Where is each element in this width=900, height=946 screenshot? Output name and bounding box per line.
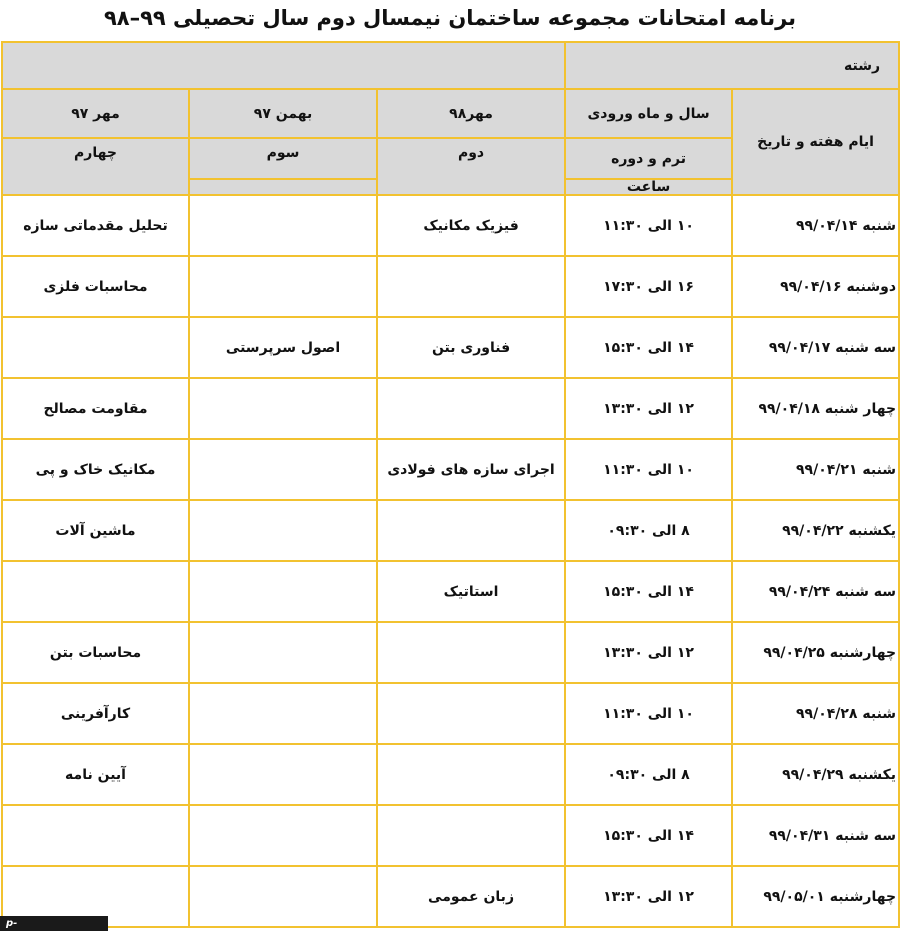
- course-cell: [189, 805, 377, 866]
- date-cell: دوشنبه ۹۹/۰۴/۱۶: [732, 256, 899, 317]
- time-cell: ۱۰ الی ۱۱:۳۰: [565, 439, 732, 500]
- course-cell: [2, 561, 189, 622]
- course-cell: آیین نامه: [2, 744, 189, 805]
- date-cell: شنبه ۹۹/۰۴/۱۴: [732, 195, 899, 256]
- time-cell: ۱۴ الی ۱۵:۳۰: [565, 805, 732, 866]
- course-cell: مکانیک خاک و پی: [2, 439, 189, 500]
- course-cell: [189, 866, 377, 927]
- course-cell: فناوری بتن: [377, 317, 565, 378]
- course-cell: [377, 805, 565, 866]
- course-cell: [189, 500, 377, 561]
- field-label: رشته: [565, 42, 899, 89]
- time-cell: ۱۰ الی ۱۱:۳۰: [565, 683, 732, 744]
- course-cell: [189, 683, 377, 744]
- table-row: [2, 500, 899, 561]
- header-row-field: [2, 42, 899, 89]
- course-cell: محاسبات بتن: [2, 622, 189, 683]
- date-cell: چهار شنبه ۹۹/۰۴/۱۸: [732, 378, 899, 439]
- term-label: ترم و دوره: [565, 138, 732, 179]
- course-cell: زبان عمومی: [377, 866, 565, 927]
- time-cell: ۸ الی ۰۹:۳۰: [565, 500, 732, 561]
- course-cell: محاسبات فلزی: [2, 256, 189, 317]
- course-cell: [189, 744, 377, 805]
- table-row: [2, 256, 899, 317]
- time-cell: ۸ الی ۰۹:۳۰: [565, 744, 732, 805]
- course-cell: ماشین آلات: [2, 500, 189, 561]
- course-cell: تحلیل مقدماتی سازه: [2, 195, 189, 256]
- term-col-3: چهارم: [2, 138, 189, 195]
- course-cell: [189, 439, 377, 500]
- days-label: ایام هفته و تاریخ: [732, 89, 899, 195]
- time-cell: ۱۰ الی ۱۱:۳۰: [565, 195, 732, 256]
- course-cell: [377, 622, 565, 683]
- date-cell: سه شنبه ۹۹/۰۴/۲۴: [732, 561, 899, 622]
- time-cell: ۱۲ الی ۱۳:۳۰: [565, 866, 732, 927]
- date-cell: یکشنبه ۹۹/۰۴/۲۹: [732, 744, 899, 805]
- course-cell: مقاومت مصالح: [2, 378, 189, 439]
- entry-col-1: مهر۹۸: [377, 89, 565, 138]
- date-cell: سه شنبه ۹۹/۰۴/۱۷: [732, 317, 899, 378]
- course-cell: کارآفرینی: [2, 683, 189, 744]
- time-cell: ۱۲ الی ۱۳:۳۰: [565, 622, 732, 683]
- header-row-entry: [2, 89, 899, 138]
- table-row: [2, 622, 899, 683]
- term-col-2: سوم: [189, 138, 377, 179]
- page-title: برنامه امتحانات مجموعه ساختمان نیمسال دوم سال تحصیلی ۹۹–۹۸: [103, 6, 797, 30]
- time-cell: ۱۴ الی ۱۵:۳۰: [565, 317, 732, 378]
- entry-col-2: بهمن ۹۷: [189, 89, 377, 138]
- time-cell: ۱۶ الی ۱۷:۳۰: [565, 256, 732, 317]
- course-cell: [189, 561, 377, 622]
- date-cell: چهارشنبه ۹۹/۰۴/۲۵: [732, 622, 899, 683]
- entry-label: سال و ماه ورودی: [565, 89, 732, 138]
- course-cell: اجرای سازه های فولادی: [377, 439, 565, 500]
- table-row: [2, 561, 899, 622]
- table-row: [2, 317, 899, 378]
- course-cell: [189, 195, 377, 256]
- date-cell: سه شنبه ۹۹/۰۴/۳۱: [732, 805, 899, 866]
- course-cell: اصول سرپرستی: [189, 317, 377, 378]
- table-row: [2, 744, 899, 805]
- date-cell: یکشنبه ۹۹/۰۴/۲۲: [732, 500, 899, 561]
- course-cell: فیزیک مکانیک: [377, 195, 565, 256]
- time-label: ساعت: [565, 179, 732, 195]
- course-cell: [377, 744, 565, 805]
- course-cell: [377, 378, 565, 439]
- table-row: [2, 378, 899, 439]
- course-cell: [189, 256, 377, 317]
- table-row: [2, 683, 899, 744]
- course-cell: [189, 378, 377, 439]
- site-watermark: p-gorgan.nus.ac.ir: [0, 916, 108, 931]
- course-cell: [189, 622, 377, 683]
- course-cell: [2, 805, 189, 866]
- date-cell: شنبه ۹۹/۰۴/۲۸: [732, 683, 899, 744]
- table-row: [2, 866, 899, 927]
- term-col-1: دوم: [377, 138, 565, 195]
- course-cell: [377, 256, 565, 317]
- course-cell: [377, 500, 565, 561]
- course-cell: [2, 317, 189, 378]
- term-col-2-spacer: [189, 179, 377, 195]
- table-row: [2, 805, 899, 866]
- table-row: [2, 439, 899, 500]
- table-row: [2, 195, 899, 256]
- date-cell: چهارشنبه ۹۹/۰۵/۰۱: [732, 866, 899, 927]
- course-cell: [377, 683, 565, 744]
- time-cell: ۱۲ الی ۱۳:۳۰: [565, 378, 732, 439]
- field-value-empty: [2, 42, 565, 89]
- time-cell: ۱۴ الی ۱۵:۳۰: [565, 561, 732, 622]
- entry-col-3: مهر ۹۷: [2, 89, 189, 138]
- exam-schedule-table: [1, 41, 900, 928]
- course-cell: استاتیک: [377, 561, 565, 622]
- date-cell: شنبه ۹۹/۰۴/۲۱: [732, 439, 899, 500]
